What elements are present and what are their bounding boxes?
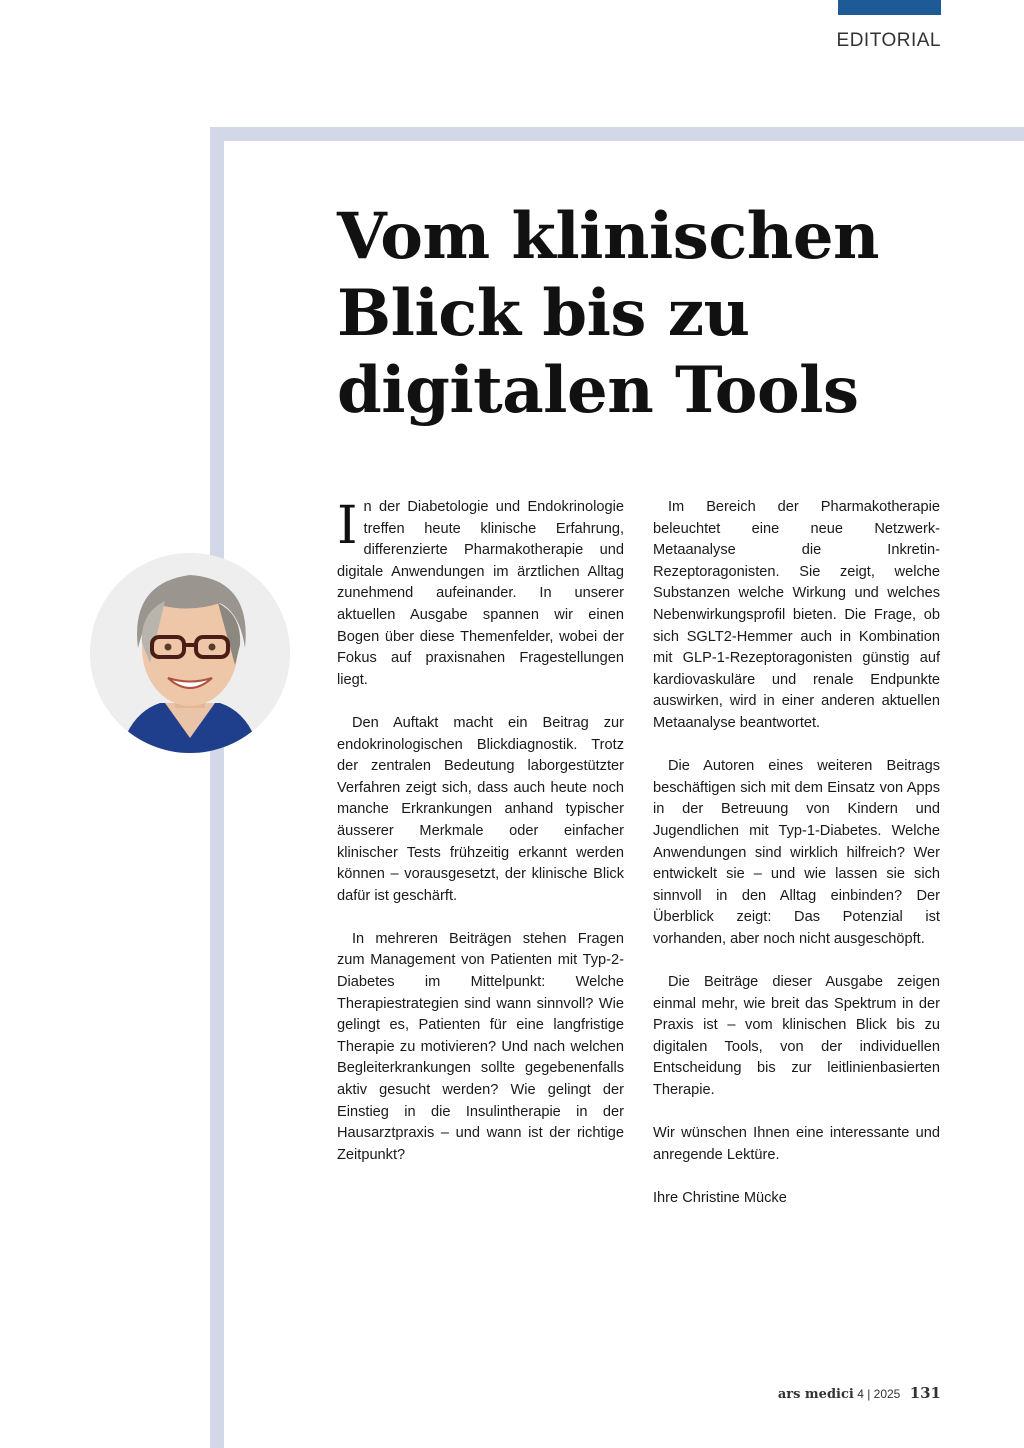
accent-bar (838, 0, 941, 15)
paragraph: Den Auftakt macht ein Beitrag zur endokrinologischen Blickdiagnostik. Trotz der zentralen Bedeutung laborgestützter Verfahren zeigt sich, dass auch heute noch manche Erkrankungen anhand typischer äusserer Merkmale oder einfacher klinischer Tests frühzeitig erkannt werden können – vorausgesetzt, der klinische Blick dafür ist geschärft. (337, 714, 624, 904)
paragraph: Die Beiträge dieser Ausgabe zeigen einmal mehr, wie breit das Spektrum in der Praxis ist – vom klinischen Blick bis zu digitalen Tools, von der individuellen Entscheidung bis zur leitlinienbasierten Therapie. (653, 974, 940, 1099)
closing-wish: Wir wünschen Ihnen eine interessante und anregende Lektüre. (653, 1125, 940, 1163)
paragraph-intro-text: n der Diabetologie und Endokrinologie treffen heute klinische Erfahrung, differenzierte Pharmakotherapie und digitale Anwendungen im ärztlichen Alltag zunehmend aufeinander. In unserer aktuellen Ausgabe spannen wir einen Bogen über diese Themenfelder, wobei der Fokus auf praxisnahen Fragestellungen liegt. (337, 499, 624, 688)
paragraph: Im Bereich der Pharmakotherapie beleuchtet eine neue Netzwerk-Metaanalyse die Inkretin-Rezeptoragonisten. Sie zeigt, welche Substanzen welche Wirkung und welches Nebenwirkungsprofil bieten. Die Frage, ob sich SGLT2-Hemmer auch in Kombination mit GLP-1-Rezeptoragonisten günstig auf kardiovaskuläre und renale Endpunkte auswirken, wird in einer anderen aktuellen Metaanalyse beantwortet. (653, 499, 940, 731)
magazine-name: ars medici (777, 1387, 854, 1402)
article-column-right (653, 497, 940, 1231)
author-portrait (90, 553, 290, 753)
portrait-illustration (90, 553, 290, 753)
issue-number: 4 | 2025 (857, 1387, 901, 1401)
paragraph-intro (337, 497, 624, 691)
frame-top-border (210, 127, 1024, 141)
page-footer (778, 1384, 941, 1402)
article-title: Vom klinischen Blick bis zu digitalen Tools (337, 199, 880, 428)
section-label: EDITORIAL (836, 30, 941, 51)
page-number: 131 (909, 1384, 941, 1402)
paragraph: In mehreren Beiträgen stehen Fragen zum Management von Patienten mit Typ-2-Diabetes im Mittelpunkt: Welche Therapiestrategien sind wann sinnvoll? Wie gelingt es, Patienten für eine langfristige Therapie zu motivieren? Und nach welchen Begleiterkrankungen sollte gegebenenfalls aktiv gesucht werden? Wie gelingt der Einstieg in die Insulintherapie in der Hausarztpraxis – und wann ist der richtige Zeitpunkt? (337, 930, 624, 1163)
drop-cap: I (337, 496, 358, 556)
article-column-left (337, 497, 624, 1188)
paragraph: Die Autoren eines weiteren Beitrags beschäftigen sich mit dem Einsatz von Apps in der Betreuung von Kindern und Jugendlichen mit Typ-1-Diabetes. Welche Anwendungen sind wirklich hilfreich? Wer entwickelt sie – und wie lassen sie sich sinnvoll in den Alltag einbinden? Der Überblick zeigt: Das Potenzial ist vorhanden, aber noch nicht ausgeschöpft. (653, 758, 940, 947)
signature: Ihre Christine Mücke (653, 1190, 787, 1206)
frame-left-border (210, 127, 224, 1448)
